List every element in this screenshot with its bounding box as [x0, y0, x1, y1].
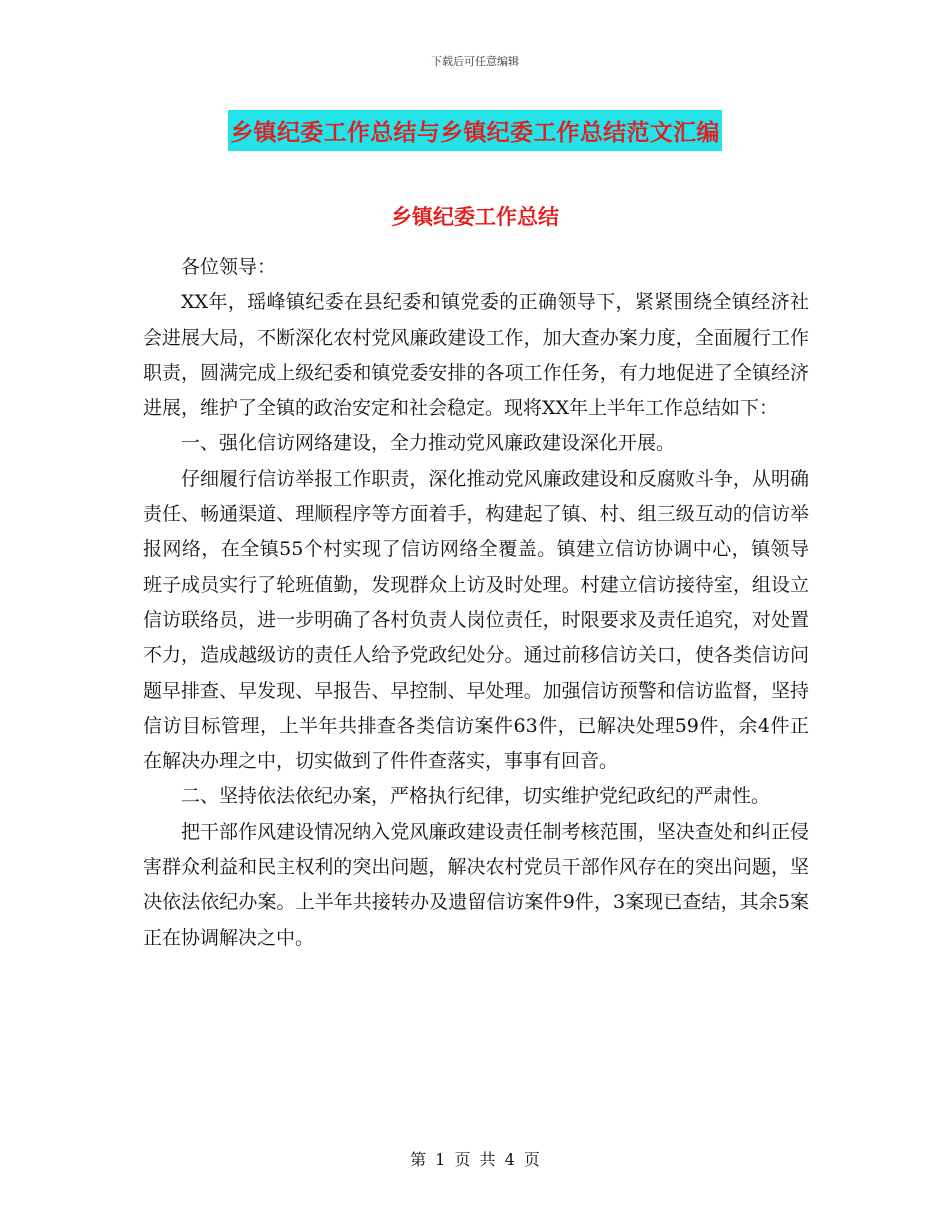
page-footer: 第 1 页 共 4 页 [410, 1150, 540, 1169]
main-title-container [0, 110, 950, 151]
section-heading-1: 一、强化信访网络建设，全力推动党风廉政建设深化开展。 [181, 432, 676, 455]
document-body [143, 250, 809, 956]
section-body-1: 仔细履行信访举报工作职责，深化推动党风廉政建设和反腐败斗争，从明确责任、畅通渠道、理顺程序等方面着手，构建起了镇、村、组三级互动的信访举报网络，在全镇55个村实现了信访网络全覆盖。镇建立信访协调中心，镇领导班子成员实行了轮班值勤，发现群众上访及时处理。村建立信访接待室，组设立信访联络员，进一步明确了各村负责人岗位责任，时限要求及责任追究，对处置不力，造成越级访的责任人给予党政纪处分。通过前移信访关口，使各类信访问题早排查、早发现、早报告、早控制、早处理。加强信访预警和信访监督，坚持信访目标管理，上半年共排查各类信访案件63件，已解决处理59件，余4件正在解决办理之中，切实做到了件件查落实，事事有回音。 [143, 467, 809, 773]
section-heading-2: 二、坚持依法依纪办案，严格执行纪律，切实维护党纪政纪的严肃性。 [181, 785, 771, 808]
intro-paragraph: XX年，瑶峰镇纪委在县纪委和镇党委的正确领导下，紧紧围绕全镇经济社会进展大局，不断深化农村党风廉政建设工作，加大查办案力度，全面履行工作职责，圆满完成上级纪委和镇党委安排的各项工作任务，有力地促进了全镇经济进展，维护了全镇的政治安定和社会稳定。现将XX年上半年工作总结如下： [143, 291, 809, 420]
salutation-paragraph: 各位领导： [181, 256, 277, 278]
page-header-note: 下载后可任意编辑 [431, 55, 519, 68]
document-sub-title: 乡镇纪委工作总结 [391, 205, 559, 229]
document-main-title: 乡镇纪委工作总结与乡镇纪委工作总结范文汇编 [228, 110, 721, 151]
section-body-2: 把干部作风建设情况纳入党风廉政建设责任制考核范围，坚决查处和纠正侵害群众利益和民主权利的突出问题，解决农村党员干部作风存在的突出问题，坚决依法依纪办案。上半年共接转办及遗留信访案件9件，3案现已查结，其余5案正在协调解决之中。 [143, 820, 809, 949]
